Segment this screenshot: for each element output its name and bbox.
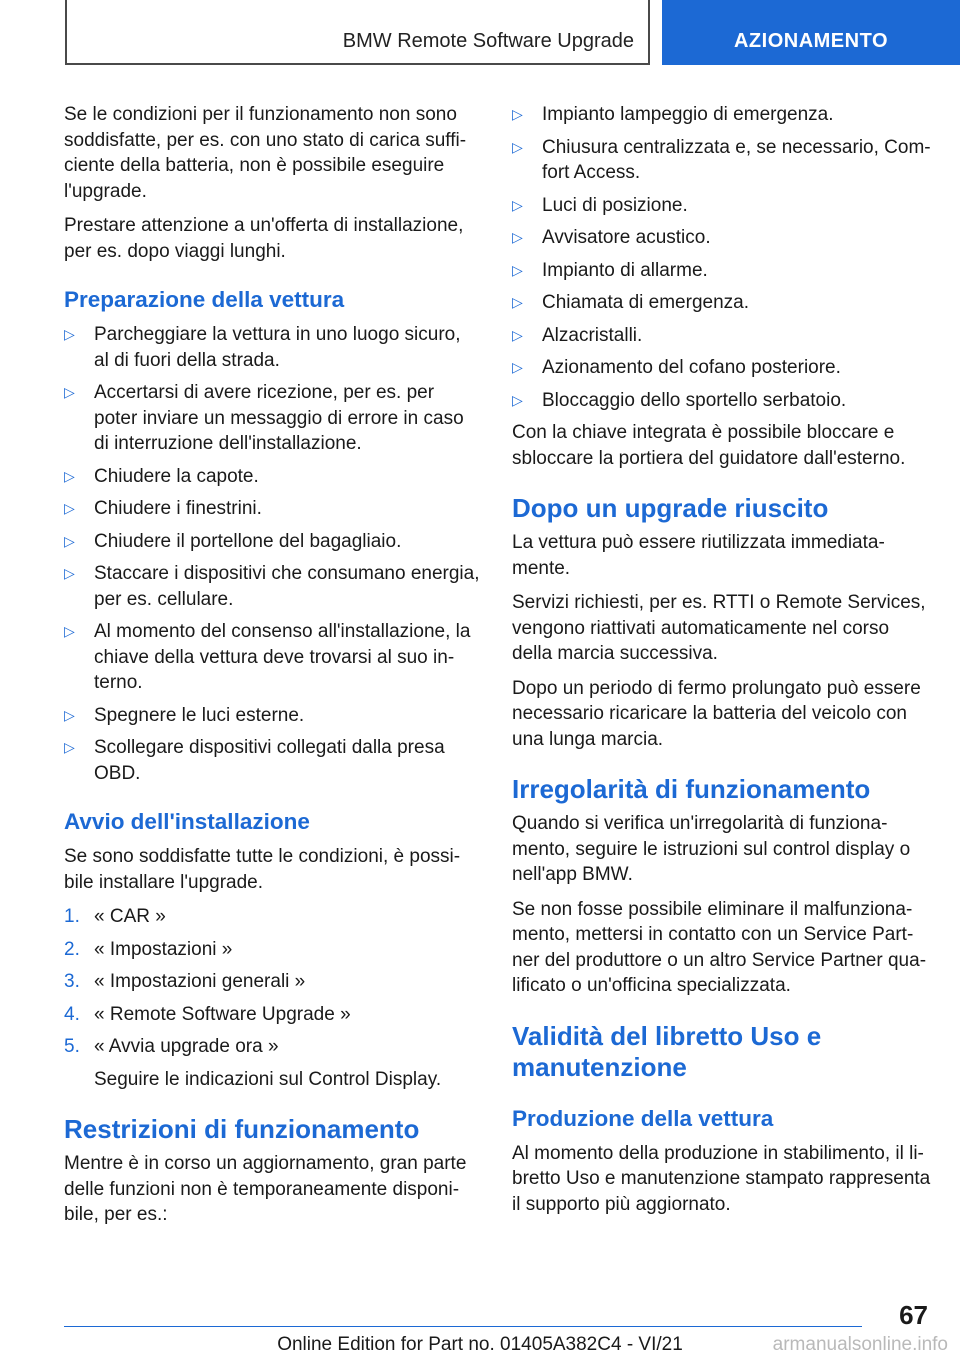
start-installation-text: Se sono soddisfatte tutte le condizioni, è possibile installare l'upgrade. [64, 846, 461, 893]
restrictions-list [512, 102, 932, 413]
left-column [64, 102, 480, 1237]
vehicle-production-heading: Produzione della vettura [512, 1105, 774, 1131]
list-item: ▷ Luci di posizione. [512, 193, 932, 219]
list-item: ▷ Chiudere i finestrini. [64, 496, 480, 522]
restrictions-heading: Restrizioni di funzionamento [64, 1114, 420, 1144]
triangle-bullet-icon: ▷ [64, 467, 75, 484]
triangle-bullet-icon: ▷ [512, 229, 523, 245]
triangle-bullet-icon: ▷ [512, 138, 523, 155]
malfunction-heading: Irregolarità di funzionamento [512, 774, 871, 804]
installation-steps [64, 904, 480, 1060]
step-item: 5. « Avvia upgrade ora » [64, 1034, 480, 1060]
triangle-bullet-icon: ▷ [64, 623, 75, 639]
page-header [0, 0, 960, 66]
triangle-bullet-icon: ▷ [512, 359, 523, 375]
triangle-bullet-icon: ▷ [64, 532, 75, 549]
list-item: ▷ Scollegare dispositivi collegati dalla presa OBD. [64, 737, 445, 784]
step-item: 2. « Impostazioni » [64, 937, 480, 963]
list-item: ▷ Azionamento del cofano posteriore. [512, 355, 932, 381]
list-item: ▷ Alzacristalli. [512, 323, 932, 349]
header-frame-divider [648, 0, 650, 64]
triangle-bullet-icon: ▷ [512, 261, 523, 278]
footer-edition-text: Online Edition for Part no. 01405A382C4 - VI/21 [277, 1334, 683, 1355]
site-watermark: armanualsonline.info [772, 1334, 948, 1355]
list-item: ▷ Accertarsi di avere ricezione, per es. per poter inviare un messaggio di errore in caso di interruzione dell'installazione. [64, 382, 464, 454]
step-item: 1. « CAR » [64, 904, 480, 930]
step-item: 4. « Remote Software Upgrade » [64, 1002, 480, 1028]
page-number: 67 [899, 1300, 928, 1330]
triangle-bullet-icon: ▷ [64, 565, 75, 581]
after-upgrade-paragraph-1: La vettura può essere riutilizzata immediatamente. [512, 532, 885, 579]
triangle-bullet-icon: ▷ [64, 739, 75, 755]
list-item: ▷ Chiusura centralizzata e, se necessario, Comfort Access. [512, 136, 931, 183]
preparation-heading: Preparazione della vettura [64, 287, 345, 312]
triangle-bullet-icon: ▷ [64, 500, 75, 516]
footer-rule [64, 1326, 862, 1327]
step-number: 3. [64, 971, 80, 992]
triangle-bullet-icon: ▷ [512, 294, 523, 310]
start-installation-heading: Avvio dell'installazione [64, 809, 310, 834]
right-column [512, 102, 932, 1226]
list-item: ▷ Chiudere la capote. [64, 464, 480, 490]
after-upgrade-paragraph-2: Servizi richiesti, per es. RTTI o Remote Services, vengono riattivati automaticamente nel corso della marcia successiva. [512, 592, 926, 664]
list-item: ▷ Impianto lampeggio di emergenza. [512, 102, 932, 128]
triangle-bullet-icon: ▷ [64, 384, 75, 400]
header-section-label: AZIONAMENTO [733, 30, 888, 52]
header-frame-bottom [65, 63, 650, 65]
step-note: Seguire le indicazioni sul Control Display. [94, 1068, 442, 1090]
list-item: ▷ Spegnere le luci esterne. [64, 703, 480, 729]
malfunction-paragraph-1: Quando si verifica un'irregolarità di funzionamento, seguire le istruzioni sul control display o nell'app BMW. [512, 813, 911, 885]
malfunction-paragraph-2: Se non fosse possibile eliminare il malfunzionamento, mettersi in contatto con un Service Partner del produttore o un altro Service Partner qualificato o un'officina specializzata. [512, 898, 927, 996]
list-item: ▷ Chiamata di emergenza. [512, 290, 932, 316]
step-number: 2. [64, 938, 80, 960]
header-title: BMW Remote Software Upgrade [342, 30, 634, 52]
list-item: ▷ Impianto di allarme. [512, 258, 932, 284]
vehicle-production-text: Al momento della produzione in stabilimento, il libretto Uso e manutenzione stampato rappresenta il supporto più aggiornato. [512, 1142, 931, 1215]
step-number: 4. [64, 1003, 80, 1025]
step-item: 3. « Impostazioni generali » [64, 969, 480, 995]
after-upgrade-heading: Dopo un upgrade riuscito [512, 493, 829, 523]
step-number: 5. [64, 1036, 80, 1057]
step-number: 1. [64, 906, 80, 927]
list-item: ▷ Parcheggiare la vettura in uno luogo sicuro, al di fuori della strada. [64, 324, 461, 371]
triangle-bullet-icon: ▷ [64, 326, 75, 342]
triangle-bullet-icon: ▷ [64, 706, 75, 723]
triangle-bullet-icon: ▷ [512, 196, 523, 213]
list-item: ▷ Al momento del consenso all'installazione, la chiave della vettura deve trovarsi al suo interno. [64, 621, 471, 693]
list-item: ▷ Bloccaggio dello sportello serbatoio. [512, 388, 932, 414]
list-item: ▷ Avvisatore acustico. [512, 225, 932, 251]
intro-paragraph-2: Prestare attenzione a un'offerta di installazione, per es. dopo viaggi lunghi. [64, 215, 464, 262]
integrated-key-text: Con la chiave integrata è possibile bloccare e sbloccare la portiera del guidatore dall'esterno. [512, 422, 906, 469]
header-frame-left [65, 0, 67, 64]
restrictions-text: Mentre è in corso un aggiornamento, gran parte delle funzioni non è temporaneamente disponibile, per es.: [64, 1153, 467, 1225]
intro-paragraph-1: Se le condizioni per il funzionamento non sono soddisfatte, per es. con uno stato di carica sufficiente della batteria, non è possibile eseguire l'upgrade. [64, 104, 467, 202]
preparation-list [64, 322, 480, 786]
triangle-bullet-icon: ▷ [512, 106, 523, 122]
list-item: ▷ Chiudere il portellone del bagagliaio. [64, 529, 480, 555]
after-upgrade-paragraph-3: Dopo un periodo di fermo prolungato può essere necessario ricaricare la batteria del veicolo con una lunga marcia. [512, 677, 921, 750]
manual-validity-heading: Validità del libretto Uso e manutenzione [512, 1020, 822, 1082]
triangle-bullet-icon: ▷ [512, 391, 523, 408]
triangle-bullet-icon: ▷ [512, 326, 523, 343]
list-item: ▷ Staccare i dispositivi che consumano energia, per es. cellulare. [64, 563, 480, 610]
header-section-tab [662, 0, 960, 65]
